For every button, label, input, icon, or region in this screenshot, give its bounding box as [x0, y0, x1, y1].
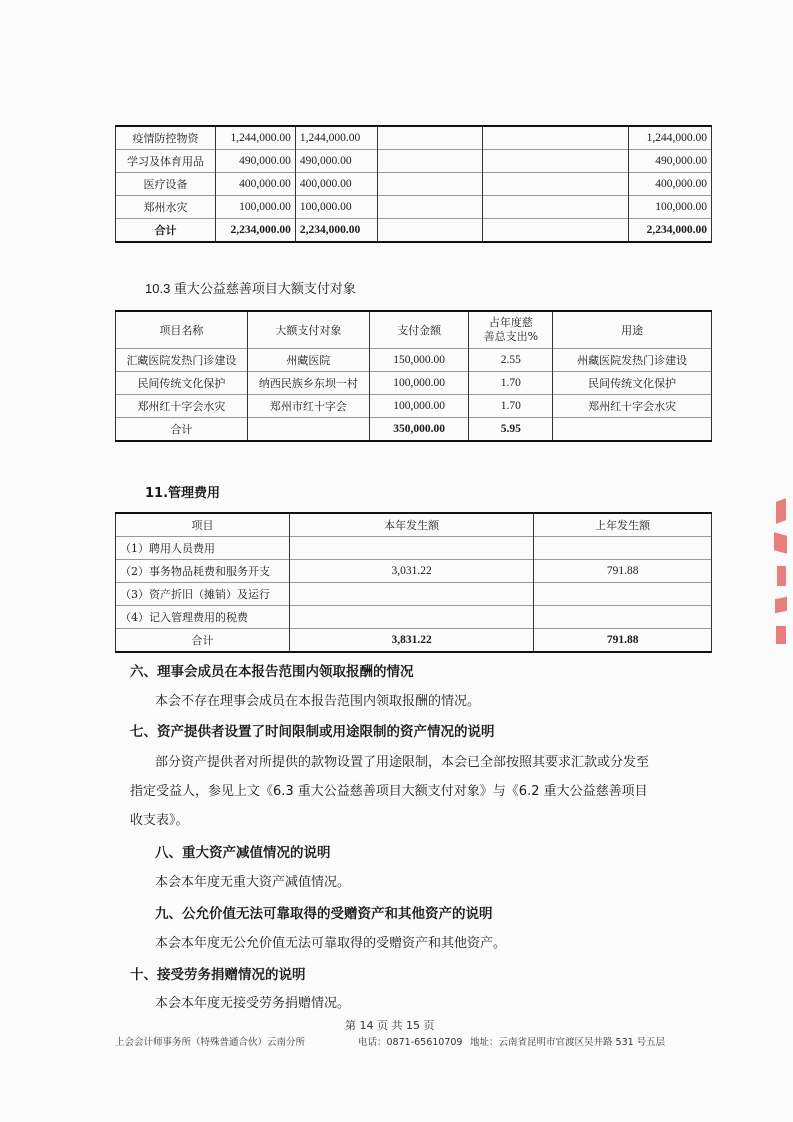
row-value: 1,244,000.00 [215, 126, 295, 150]
row-current [289, 537, 533, 560]
header-project: 项目名称 [116, 311, 248, 349]
total-label: 合计 [116, 629, 290, 653]
table-row [116, 583, 712, 606]
table-row [116, 395, 712, 418]
row-value: 100,000.00 [215, 196, 295, 219]
row-payee: 纳西民族乡东坝一村 [247, 372, 369, 395]
row-payee: 州藏医院 [247, 349, 369, 372]
empty-cell [377, 150, 482, 173]
row-amount: 100,000.00 [369, 395, 469, 418]
total-value: 2,234,000.00 [629, 219, 712, 243]
table-row [116, 126, 712, 150]
paragraph-10: 本会本年度无接受劳务捐赠情况。 [155, 996, 351, 1011]
row-item: （1）聘用人员费用 [116, 537, 290, 560]
row-label: 医疗设备 [116, 173, 216, 196]
empty-cell [377, 126, 482, 150]
row-value: 490,000.00 [295, 150, 377, 173]
paragraph-7-line2: 指定受益人，参见上文《6.3 重大公益慈善项目大额支付对象》与《6.2 重大公益慈善项目 [130, 784, 648, 799]
table-row [116, 560, 712, 583]
empty-cell [482, 126, 629, 150]
total-label: 合计 [116, 418, 248, 442]
row-pct: 2.55 [469, 349, 553, 372]
row-prior [534, 537, 712, 560]
header-use: 用途 [553, 311, 712, 349]
empty-cell [482, 196, 629, 219]
section-10-3-title: 10.3 重大公益慈善项目大额支付对象 [145, 281, 356, 296]
row-value: 100,000.00 [629, 196, 712, 219]
row-use: 郑州红十字会水灾 [553, 395, 712, 418]
table-row [116, 537, 712, 560]
section-11-title: 11.管理费用 [145, 486, 221, 501]
header-payee: 大额支付对象 [247, 311, 369, 349]
row-value: 1,244,000.00 [629, 126, 712, 150]
empty-cell [377, 196, 482, 219]
row-pct: 1.70 [469, 395, 553, 418]
header-prior: 上年发生额 [534, 513, 712, 537]
footer-firm: 上会会计师事务所（特殊普通合伙）云南分所 [115, 1037, 306, 1048]
row-item: （3）资产折旧（摊销）及运行 [116, 583, 290, 606]
row-amount: 150,000.00 [369, 349, 469, 372]
total-value: 2,234,000.00 [215, 219, 295, 243]
row-prior [534, 583, 712, 606]
total-row [116, 418, 712, 442]
header-current: 本年发生额 [289, 513, 533, 537]
row-label: 学习及体育用品 [116, 150, 216, 173]
table-row [116, 606, 712, 629]
row-value: 100,000.00 [295, 196, 377, 219]
table-row [116, 196, 712, 219]
total-row [116, 219, 712, 243]
total-amount: 350,000.00 [369, 418, 469, 442]
row-item: （2）事务物品耗费和服务开支 [116, 560, 290, 583]
row-current [289, 583, 533, 606]
paragraph-8: 本会本年度无重大资产减值情况。 [155, 875, 351, 890]
header-pct-line1: 占年度慈 [488, 316, 533, 329]
management-expense-table [115, 512, 712, 653]
header-item: 项目 [116, 513, 290, 537]
row-label: 郑州水灾 [116, 196, 216, 219]
row-value: 400,000.00 [215, 173, 295, 196]
row-label: 疫情防控物资 [116, 126, 216, 150]
large-payment-table [115, 310, 712, 442]
heading-8: 八、重大资产减值情况的说明 [155, 845, 331, 861]
heading-9: 九、公允价值无法可靠取得的受赠资产和其他资产的说明 [155, 906, 493, 922]
row-current: 3,031.22 [289, 560, 533, 583]
row-project: 汇藏医院发热门诊建设 [116, 349, 248, 372]
total-row [116, 629, 712, 653]
table-row [116, 372, 712, 395]
row-value: 400,000.00 [295, 173, 377, 196]
row-pct: 1.70 [469, 372, 553, 395]
seal-stamp-fragment [774, 500, 788, 650]
row-prior [534, 606, 712, 629]
row-value: 490,000.00 [215, 150, 295, 173]
paragraph-6: 本会不存在理事会成员在本报告范围内领取报酬的情况。 [155, 694, 481, 709]
empty-cell [553, 418, 712, 442]
footer-address: 地址：云南省昆明市官渡区吴井路 531 号五层 [470, 1037, 666, 1048]
table-header-row [116, 513, 712, 537]
total-pct: 5.95 [469, 418, 553, 442]
row-use: 州藏医院发热门诊建设 [553, 349, 712, 372]
table-row [116, 349, 712, 372]
row-project: 民间传统文化保护 [116, 372, 248, 395]
heading-10: 十、接受劳务捐赠情况的说明 [130, 967, 306, 983]
empty-cell [482, 173, 629, 196]
row-value: 490,000.00 [629, 150, 712, 173]
header-pct [469, 311, 553, 349]
donation-summary-table [115, 125, 712, 243]
row-amount: 100,000.00 [369, 372, 469, 395]
table-header-row [116, 311, 712, 349]
table-row [116, 173, 712, 196]
row-project: 郑州红十字会水灾 [116, 395, 248, 418]
row-value: 400,000.00 [629, 173, 712, 196]
row-prior: 791.88 [534, 560, 712, 583]
empty-cell [482, 150, 629, 173]
total-value: 2,234,000.00 [295, 219, 377, 243]
header-pct-line2: 善总支出% [483, 330, 539, 343]
empty-cell [482, 219, 629, 243]
empty-cell [377, 219, 482, 243]
row-use: 民间传统文化保护 [553, 372, 712, 395]
empty-cell [247, 418, 369, 442]
heading-6: 六、理事会成员在本报告范围内领取报酬的情况 [130, 664, 414, 680]
row-current [289, 606, 533, 629]
row-value: 1,244,000.00 [295, 126, 377, 150]
table-row [116, 150, 712, 173]
paragraph-7-line3: 收支表》。 [130, 813, 189, 828]
heading-7: 七、资产提供者设置了时间限制或用途限制的资产情况的说明 [130, 724, 495, 740]
footer-phone: 电话：0871-65610709 [358, 1037, 463, 1048]
paragraph-7-line1: 部分资产提供者对所提供的款物设置了用途限制，本会已全部按照其要求汇款或分发至 [155, 755, 650, 770]
total-prior: 791.88 [534, 629, 712, 653]
row-payee: 郑州市红十字会 [247, 395, 369, 418]
paragraph-9: 本会本年度无公允价值无法可靠取得的受赠资产和其他资产。 [155, 936, 507, 951]
row-item: （4）记入管理费用的税费 [116, 606, 290, 629]
header-amount: 支付金额 [369, 311, 469, 349]
total-label: 合计 [116, 219, 216, 243]
empty-cell [377, 173, 482, 196]
total-current: 3,831.22 [289, 629, 533, 653]
page-number: 第 14 页 共 15 页 [345, 1019, 435, 1032]
